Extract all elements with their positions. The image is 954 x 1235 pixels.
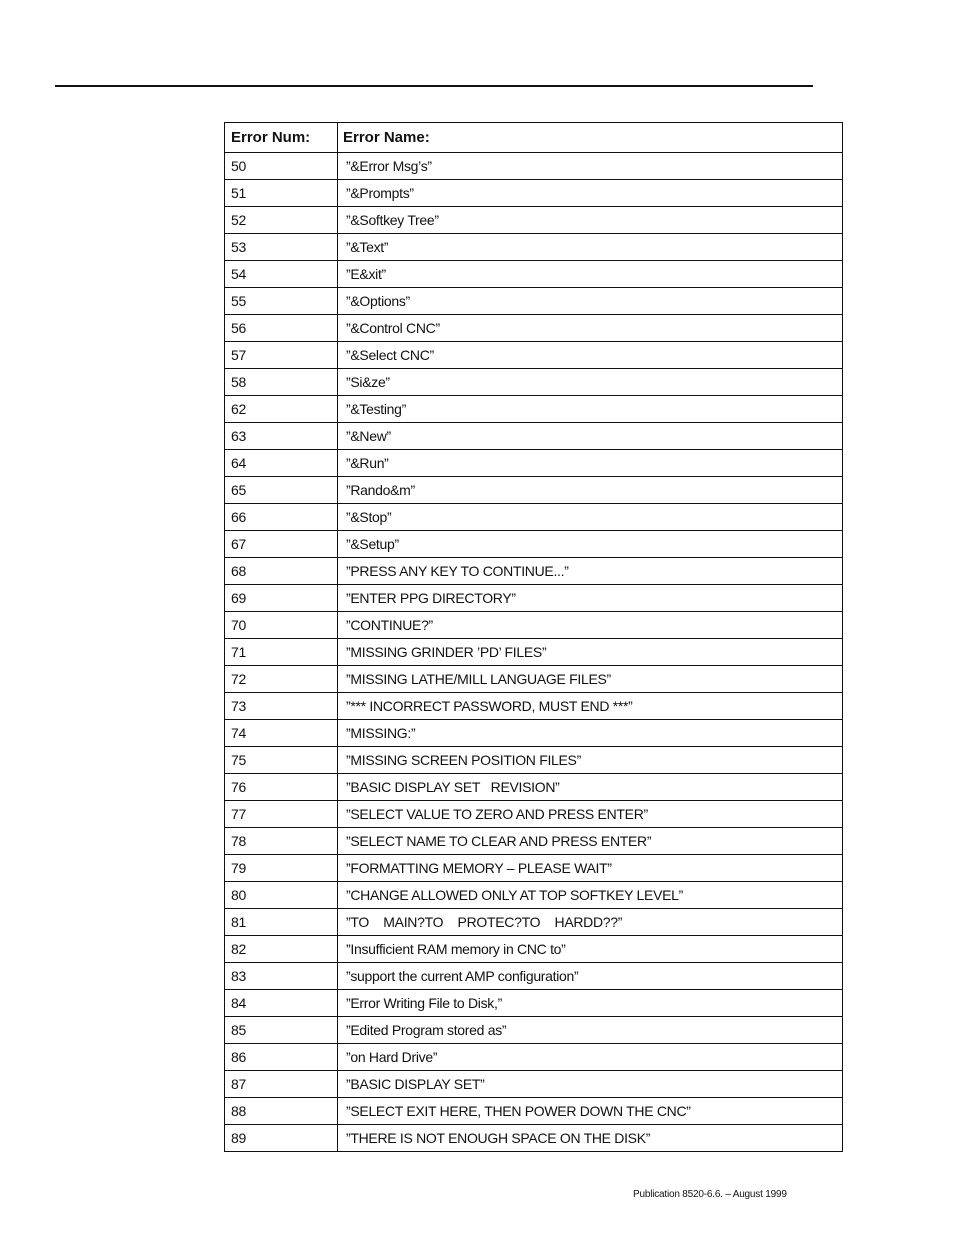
error-name-cell: ”FORMATTING MEMORY – PLEASE WAIT” [338, 855, 843, 882]
table-row [225, 1125, 843, 1152]
error-name-cell: ”MISSING SCREEN POSITION FILES” [338, 747, 843, 774]
error-num-cell: 85 [225, 1017, 338, 1044]
table-row [225, 153, 843, 180]
error-num-cell: 75 [225, 747, 338, 774]
error-num-cell: 77 [225, 801, 338, 828]
table-row [225, 936, 843, 963]
table-row [225, 1044, 843, 1071]
error-name-cell: ”SELECT NAME TO CLEAR AND PRESS ENTER” [338, 828, 843, 855]
table-row [225, 747, 843, 774]
error-num-cell: 71 [225, 639, 338, 666]
table-row [225, 882, 843, 909]
table-row [225, 288, 843, 315]
table-row [225, 234, 843, 261]
error-num-cell: 67 [225, 531, 338, 558]
error-name-cell: ”MISSING:” [338, 720, 843, 747]
error-num-cell: 58 [225, 369, 338, 396]
error-num-cell: 74 [225, 720, 338, 747]
table-row [225, 990, 843, 1017]
error-name-cell: ”SELECT VALUE TO ZERO AND PRESS ENTER” [338, 801, 843, 828]
table-row [225, 720, 843, 747]
table-row [225, 855, 843, 882]
table-row [225, 477, 843, 504]
error-num-cell: 81 [225, 909, 338, 936]
table-row [225, 666, 843, 693]
error-num-header: Error Num: [225, 123, 338, 153]
error-num-cell: 66 [225, 504, 338, 531]
error-num-cell: 83 [225, 963, 338, 990]
error-name-cell: ”MISSING GRINDER ’PD’ FILES” [338, 639, 843, 666]
error-name-cell: ”Rando&m” [338, 477, 843, 504]
error-name-cell: ”support the current AMP configuration” [338, 963, 843, 990]
error-num-cell: 65 [225, 477, 338, 504]
error-num-cell: 53 [225, 234, 338, 261]
table-row [225, 504, 843, 531]
error-num-cell: 87 [225, 1071, 338, 1098]
table-row [225, 558, 843, 585]
error-name-cell: ”Edited Program stored as” [338, 1017, 843, 1044]
error-name-cell: ”ENTER PPG DIRECTORY” [338, 585, 843, 612]
table-row [225, 342, 843, 369]
error-name-cell: ”&Run” [338, 450, 843, 477]
error-name-cell: ”CHANGE ALLOWED ONLY AT TOP SOFTKEY LEVEL” [338, 882, 843, 909]
error-name-cell: ”&Setup” [338, 531, 843, 558]
error-num-cell: 86 [225, 1044, 338, 1071]
error-num-cell: 80 [225, 882, 338, 909]
table-row [225, 585, 843, 612]
error-num-cell: 57 [225, 342, 338, 369]
error-num-cell: 88 [225, 1098, 338, 1125]
error-name-cell: ”Insufficient RAM memory in CNC to” [338, 936, 843, 963]
error-num-cell: 54 [225, 261, 338, 288]
table-row [225, 612, 843, 639]
error-name-cell: ”SELECT EXIT HERE, THEN POWER DOWN THE CNC” [338, 1098, 843, 1125]
error-name-cell: ”BASIC DISPLAY SET REVISION” [338, 774, 843, 801]
error-name-cell: ”THERE IS NOT ENOUGH SPACE ON THE DISK” [338, 1125, 843, 1152]
error-num-cell: 55 [225, 288, 338, 315]
publication-footer: Publication 8520-6.6. – August 1999 [633, 1189, 787, 1200]
error-num-cell: 56 [225, 315, 338, 342]
table-row [225, 261, 843, 288]
table-row [225, 963, 843, 990]
table-row [225, 180, 843, 207]
error-name-cell: ”&Stop” [338, 504, 843, 531]
table-row [225, 693, 843, 720]
error-num-cell: 72 [225, 666, 338, 693]
error-num-cell: 69 [225, 585, 338, 612]
error-name-cell: ”Error Writing File to Disk,” [338, 990, 843, 1017]
table-row [225, 774, 843, 801]
error-name-cell: ”E&xit” [338, 261, 843, 288]
error-name-cell: ”&Text” [338, 234, 843, 261]
error-num-cell: 63 [225, 423, 338, 450]
error-name-cell: ”&Control CNC” [338, 315, 843, 342]
error-num-cell: 70 [225, 612, 338, 639]
table-row [225, 396, 843, 423]
error-num-cell: 64 [225, 450, 338, 477]
error-num-cell: 84 [225, 990, 338, 1017]
error-name-cell: ”Si&ze” [338, 369, 843, 396]
error-num-cell: 76 [225, 774, 338, 801]
table-row [225, 450, 843, 477]
table-row [225, 639, 843, 666]
error-name-cell: ”TO MAIN?TO PROTEC?TO HARDD??” [338, 909, 843, 936]
table-row [225, 1017, 843, 1044]
error-name-header: Error Name: [338, 123, 843, 153]
table-row [225, 207, 843, 234]
error-num-cell: 68 [225, 558, 338, 585]
error-name-cell: ”&Softkey Tree” [338, 207, 843, 234]
error-name-cell: ”&Options” [338, 288, 843, 315]
error-num-cell: 51 [225, 180, 338, 207]
error-name-cell: ”&Testing” [338, 396, 843, 423]
error-name-cell: ”MISSING LATHE/MILL LANGUAGE FILES” [338, 666, 843, 693]
table-row [225, 801, 843, 828]
table-row [225, 1098, 843, 1125]
error-name-cell: ”&Error Msg’s” [338, 153, 843, 180]
error-name-cell: ”BASIC DISPLAY SET” [338, 1071, 843, 1098]
table-header-row [225, 123, 843, 153]
error-name-cell: ”PRESS ANY KEY TO CONTINUE...” [338, 558, 843, 585]
error-num-cell: 50 [225, 153, 338, 180]
table-row [225, 909, 843, 936]
error-name-cell: ”CONTINUE?” [338, 612, 843, 639]
table-row [225, 423, 843, 450]
error-num-cell: 89 [225, 1125, 338, 1152]
error-name-cell: ”&New” [338, 423, 843, 450]
error-rows [225, 153, 843, 1152]
error-name-cell: ”on Hard Drive” [338, 1044, 843, 1071]
table-row [225, 315, 843, 342]
error-num-cell: 73 [225, 693, 338, 720]
error-name-cell: ”&Select CNC” [338, 342, 843, 369]
error-num-cell: 62 [225, 396, 338, 423]
table-row [225, 369, 843, 396]
error-name-cell: ”&Prompts” [338, 180, 843, 207]
error-num-cell: 79 [225, 855, 338, 882]
error-num-cell: 52 [225, 207, 338, 234]
error-table [224, 122, 843, 1152]
table-row [225, 531, 843, 558]
error-num-cell: 82 [225, 936, 338, 963]
header-rule [55, 85, 813, 87]
error-num-cell: 78 [225, 828, 338, 855]
table-row [225, 828, 843, 855]
error-name-cell: ”*** INCORRECT PASSWORD, MUST END ***” [338, 693, 843, 720]
table-row [225, 1071, 843, 1098]
